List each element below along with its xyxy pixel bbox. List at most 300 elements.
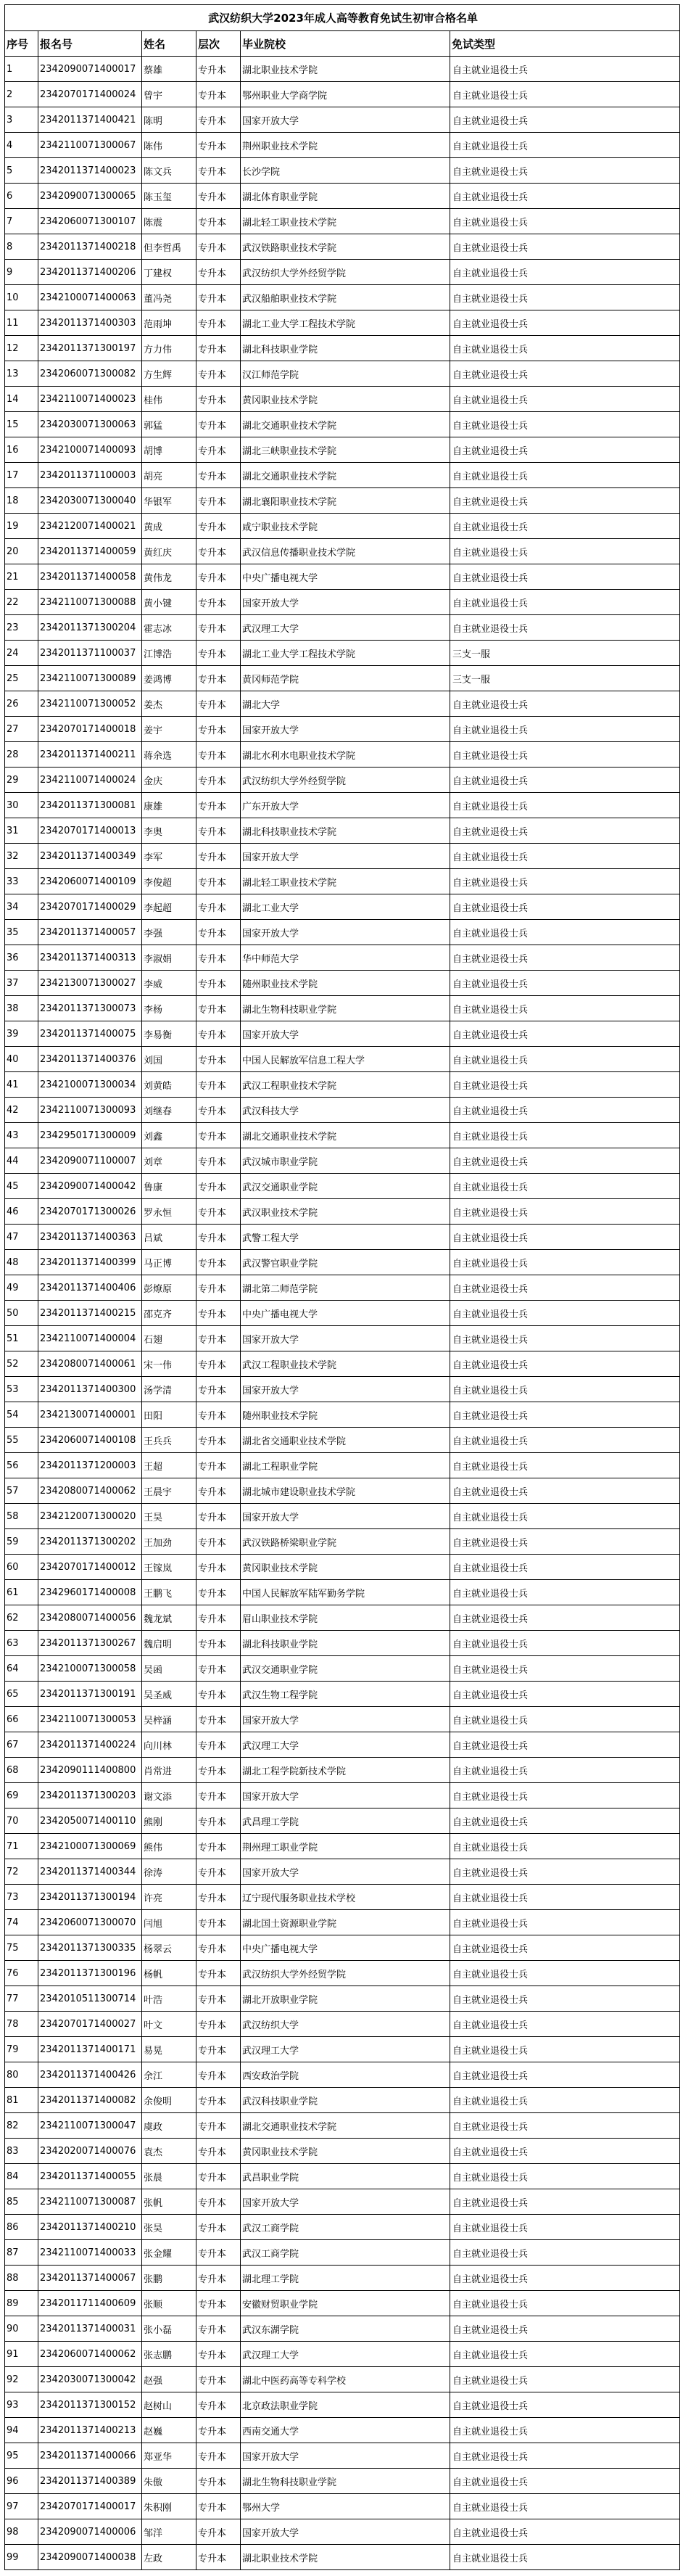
level-cell: 专升本 [196,1504,241,1529]
level-cell: 专升本 [196,1453,241,1478]
name-cell: 黄伟龙 [142,564,196,590]
school-cell: 西南交通大学 [241,2418,450,2443]
school-cell: 安徽财贸职业学院 [241,2291,450,2316]
type-cell: 自主就业退役士兵 [450,310,680,336]
school-cell: 国家开放大学 [241,1377,450,1402]
name-cell: 左政 [142,2545,196,2570]
school-cell: 黄冈职业技术学院 [241,387,450,412]
name-cell: 董冯尧 [142,285,196,310]
type-cell: 自主就业退役士兵 [450,2342,680,2367]
table-row [5,2519,680,2545]
index-cell: 5 [5,158,38,184]
index-cell: 93 [5,2392,38,2418]
table-row [5,310,680,336]
level-cell: 专升本 [196,971,241,996]
index-cell: 57 [5,1478,38,1504]
type-cell: 自主就业退役士兵 [450,361,680,387]
name-cell: 吴梓涵 [142,1707,196,1732]
name-cell: 杨翠云 [142,1935,196,1961]
registration-number-cell: 2342950171300009 [38,1123,142,1148]
school-cell: 武汉理工大学 [241,2037,450,2062]
school-cell: 武汉理工大学 [241,615,450,641]
index-cell: 29 [5,768,38,793]
school-cell: 国家开放大学 [241,1859,450,1885]
type-cell: 自主就业退役士兵 [450,514,680,539]
level-cell: 专升本 [196,1834,241,1859]
table-row [5,2494,680,2519]
table-row [5,2139,680,2164]
registration-number-cell: 2342020071400076 [38,2139,142,2164]
school-cell: 随州职业技术学院 [241,1402,450,1428]
type-cell: 自主就业退役士兵 [450,57,680,82]
level-cell: 专升本 [196,539,241,564]
table-row [5,2392,680,2418]
type-cell: 自主就业退役士兵 [450,1326,680,1351]
name-cell: 黄成 [142,514,196,539]
school-cell: 咸宁职业技术学院 [241,514,450,539]
registration-number-cell: 2342011371400066 [38,2443,142,2469]
level-cell: 专升本 [196,1351,241,1377]
table-row [5,869,680,894]
school-cell: 国家开放大学 [241,107,450,133]
type-cell: 自主就业退役士兵 [450,1250,680,1275]
school-cell: 湖北生物科技职业学院 [241,2469,450,2494]
name-cell: 李杨 [142,996,196,1021]
level-cell: 专升本 [196,1021,241,1047]
name-cell: 许亮 [142,1885,196,1910]
table-row [5,1504,680,1529]
type-cell: 自主就业退役士兵 [450,844,680,869]
table-row [5,1605,680,1631]
name-cell: 吴函 [142,1656,196,1682]
name-cell: 张金耀 [142,2240,196,2266]
registration-number-cell: 2342011371400363 [38,1225,142,1250]
school-cell: 国家开放大学 [241,590,450,615]
type-cell: 自主就业退役士兵 [450,2062,680,2088]
registration-number-cell: 2342011371100037 [38,641,142,666]
name-cell: 李易衡 [142,1021,196,1047]
table-row [5,2367,680,2392]
column-header-row [5,31,680,57]
registration-number-cell: 2342011371300196 [38,1961,142,1986]
name-cell: 江博浩 [142,641,196,666]
name-cell: 王鹏飞 [142,1580,196,1605]
registration-number-cell: 2342070171400029 [38,894,142,920]
index-cell: 71 [5,1834,38,1859]
type-cell: 自主就业退役士兵 [450,2037,680,2062]
school-cell: 武汉科技大学 [241,1098,450,1123]
level-cell: 专升本 [196,1225,241,1250]
table-row [5,793,680,818]
registration-number-cell: 2342011371300194 [38,1885,142,1910]
school-cell: 湖北工业大学 [241,894,450,920]
registration-number-cell: 2342011371300335 [38,1935,142,1961]
registration-number-cell: 2342011371400300 [38,1377,142,1402]
level-cell: 专升本 [196,2519,241,2545]
registration-number-cell: 2342030071300040 [38,488,142,514]
school-cell: 随州职业技术学院 [241,971,450,996]
type-cell: 自主就业退役士兵 [450,2291,680,2316]
name-cell: 吕斌 [142,1225,196,1250]
school-cell: 武汉生物工程学院 [241,1682,450,1707]
index-cell: 34 [5,894,38,920]
level-cell: 专升本 [196,2012,241,2037]
table-row [5,590,680,615]
level-cell: 专升本 [196,488,241,514]
index-cell: 50 [5,1301,38,1326]
level-cell: 专升本 [196,310,241,336]
school-cell: 湖北体育职业学院 [241,184,450,209]
registration-number-cell: 2342080071400062 [38,1478,142,1504]
type-cell: 自主就业退役士兵 [450,1859,680,1885]
level-cell: 专升本 [196,1250,241,1275]
registration-number-cell: 2342070171400012 [38,1555,142,1580]
level-cell: 专升本 [196,1174,241,1199]
registration-number-cell: 2342011371400210 [38,2215,142,2240]
name-cell: 王晨宇 [142,1478,196,1504]
name-cell: 叶文 [142,2012,196,2037]
school-cell: 湖北国土资源职业学院 [241,1910,450,1935]
name-cell: 李威 [142,971,196,996]
table-row [5,1148,680,1174]
column-header-graduated-school: 毕业院校 [241,31,450,57]
column-header-name: 姓名 [142,31,196,57]
registration-number-cell: 2342110071400024 [38,768,142,793]
type-cell: 自主就业退役士兵 [450,437,680,463]
table-row [5,1682,680,1707]
index-cell: 94 [5,2418,38,2443]
school-cell: 武汉职业技术学院 [241,1199,450,1225]
index-cell: 89 [5,2291,38,2316]
index-cell: 11 [5,310,38,336]
table-row [5,2113,680,2139]
index-cell: 82 [5,2113,38,2139]
level-cell: 专升本 [196,2291,241,2316]
name-cell: 熊伟 [142,1834,196,1859]
table-row [5,1783,680,1808]
type-cell: 自主就业退役士兵 [450,894,680,920]
registration-number-cell: 2342120071300020 [38,1504,142,1529]
name-cell: 杨帆 [142,1961,196,1986]
level-cell: 专升本 [196,2139,241,2164]
index-cell: 75 [5,1935,38,1961]
type-cell: 自主就业退役士兵 [450,1199,680,1225]
table-row [5,412,680,437]
index-cell: 62 [5,1605,38,1631]
registration-number-cell: 2342070171400018 [38,717,142,742]
type-cell: 自主就业退役士兵 [450,1580,680,1605]
school-cell: 湖北交通职业技术学院 [241,412,450,437]
type-cell: 自主就业退役士兵 [450,1910,680,1935]
table-row [5,1885,680,1910]
type-cell: 自主就业退役士兵 [450,412,680,437]
level-cell: 专升本 [196,2469,241,2494]
type-cell: 自主就业退役士兵 [450,1428,680,1453]
type-cell: 自主就业退役士兵 [450,564,680,590]
table-row [5,158,680,184]
type-cell: 自主就业退役士兵 [450,1275,680,1301]
name-cell: 赵巍 [142,2418,196,2443]
name-cell: 向川林 [142,1732,196,1758]
registration-number-cell: 2342011371300204 [38,615,142,641]
index-cell: 90 [5,2316,38,2342]
index-cell: 81 [5,2088,38,2113]
table-row [5,1910,680,1935]
level-cell: 专升本 [196,2316,241,2342]
name-cell: 张昊 [142,2215,196,2240]
level-cell: 专升本 [196,1275,241,1301]
school-cell: 中央广播电视大学 [241,1935,450,1961]
type-cell: 自主就业退役士兵 [450,1631,680,1656]
index-cell: 15 [5,412,38,437]
type-cell: 自主就业退役士兵 [450,1453,680,1478]
name-cell: 刘继春 [142,1098,196,1123]
index-cell: 83 [5,2139,38,2164]
index-cell: 25 [5,666,38,691]
registration-number-cell: 2342100071300034 [38,1072,142,1098]
school-cell: 武汉船舶职业技术学院 [241,285,450,310]
registration-number-cell: 2342011371400055 [38,2164,142,2189]
type-cell: 自主就业退役士兵 [450,463,680,488]
name-cell: 袁杰 [142,2139,196,2164]
level-cell: 专升本 [196,1910,241,1935]
registration-number-cell: 2342011371300203 [38,1783,142,1808]
registration-number-cell: 2342130071300027 [38,971,142,996]
index-cell: 92 [5,2367,38,2392]
name-cell: 李起超 [142,894,196,920]
level-cell: 专升本 [196,615,241,641]
index-cell: 56 [5,1453,38,1478]
level-cell: 专升本 [196,1199,241,1225]
index-cell: 1 [5,57,38,82]
name-cell: 陈伟 [142,133,196,158]
table-row [5,1250,680,1275]
level-cell: 专升本 [196,1301,241,1326]
index-cell: 30 [5,793,38,818]
type-cell: 自主就业退役士兵 [450,1402,680,1428]
registration-number-cell: 2342011371400059 [38,539,142,564]
column-header-level: 层次 [196,31,241,57]
index-cell: 66 [5,1707,38,1732]
type-cell: 自主就业退役士兵 [450,260,680,285]
type-cell: 自主就业退役士兵 [450,1783,680,1808]
level-cell: 专升本 [196,691,241,717]
school-cell: 湖北职业技术学院 [241,57,450,82]
level-cell: 专升本 [196,1631,241,1656]
registration-number-cell: 2342011371400057 [38,920,142,945]
level-cell: 专升本 [196,133,241,158]
type-cell: 自主就业退役士兵 [450,184,680,209]
table-row [5,564,680,590]
registration-number-cell: 2342060071300107 [38,209,142,234]
name-cell: 邵克齐 [142,1301,196,1326]
index-cell: 59 [5,1529,38,1555]
school-cell: 湖北交通职业技术学院 [241,463,450,488]
registration-number-cell: 2342011711400609 [38,2291,142,2316]
index-cell: 74 [5,1910,38,1935]
type-cell: 自主就业退役士兵 [450,818,680,844]
school-cell: 武汉纺织大学外经贸学院 [241,1961,450,1986]
index-cell: 73 [5,1885,38,1910]
school-cell: 湖北城市建设职业技术学院 [241,1478,450,1504]
school-cell: 辽宁现代服务职业技术学校 [241,1885,450,1910]
level-cell: 专升本 [196,361,241,387]
table-row [5,1402,680,1428]
level-cell: 专升本 [196,57,241,82]
name-cell: 魏龙斌 [142,1605,196,1631]
index-cell: 79 [5,2037,38,2062]
table-row [5,1225,680,1250]
index-cell: 64 [5,1656,38,1682]
school-cell: 武汉工商学院 [241,2240,450,2266]
name-cell: 彭燎原 [142,1275,196,1301]
table-row [5,463,680,488]
type-cell: 自主就业退役士兵 [450,1682,680,1707]
level-cell: 专升本 [196,742,241,768]
level-cell: 专升本 [196,1732,241,1758]
table-row [5,1555,680,1580]
column-header-exemption-type: 免试类型 [450,31,680,57]
registration-number-cell: 2342110071400033 [38,2240,142,2266]
registration-number-cell: 2342090071400006 [38,2519,142,2545]
name-cell: 金庆 [142,768,196,793]
type-cell: 自主就业退役士兵 [450,2443,680,2469]
table-row [5,1301,680,1326]
type-cell: 自主就业退役士兵 [450,742,680,768]
level-cell: 专升本 [196,209,241,234]
name-cell: 李俊超 [142,869,196,894]
type-cell: 自主就业退役士兵 [450,2113,680,2139]
level-cell: 专升本 [196,2189,241,2215]
level-cell: 专升本 [196,2494,241,2519]
name-cell: 肖常进 [142,1758,196,1783]
table-row [5,1174,680,1199]
index-cell: 95 [5,2443,38,2469]
index-cell: 47 [5,1225,38,1250]
school-cell: 湖北生物科技职业学院 [241,996,450,1021]
registration-number-cell: 2342011371300191 [38,1682,142,1707]
index-cell: 69 [5,1783,38,1808]
index-cell: 51 [5,1326,38,1351]
level-cell: 专升本 [196,2037,241,2062]
type-cell: 自主就业退役士兵 [450,1986,680,2012]
school-cell: 国家开放大学 [241,844,450,869]
registration-number-cell: 2342011371400224 [38,1732,142,1758]
registration-number-cell: 2342011371200003 [38,1453,142,1478]
level-cell: 专升本 [196,1478,241,1504]
type-cell: 自主就业退役士兵 [450,1732,680,1758]
table-row [5,82,680,107]
school-cell: 武汉信息传播职业技术学院 [241,539,450,564]
level-cell: 专升本 [196,107,241,133]
type-cell: 自主就业退役士兵 [450,2088,680,2113]
table-row [5,1758,680,1783]
school-cell: 武昌职业学院 [241,2164,450,2189]
level-cell: 专升本 [196,768,241,793]
table-row [5,1047,680,1072]
registration-number-cell: 2342060071300070 [38,1910,142,1935]
name-cell: 张鹏 [142,2266,196,2291]
name-cell: 陈震 [142,209,196,234]
level-cell: 专升本 [196,2062,241,2088]
index-cell: 13 [5,361,38,387]
name-cell: 郑亚华 [142,2443,196,2469]
type-cell: 自主就业退役士兵 [450,2469,680,2494]
school-cell: 武警工程大学 [241,1225,450,1250]
type-cell: 自主就业退役士兵 [450,82,680,107]
level-cell: 专升本 [196,158,241,184]
table-row [5,57,680,82]
level-cell: 专升本 [196,818,241,844]
table-row [5,285,680,310]
type-cell: 自主就业退役士兵 [450,1377,680,1402]
column-header-registration-number: 报名号 [38,31,142,57]
table-row [5,1377,680,1402]
registration-number-cell: 2342011371300197 [38,336,142,361]
registration-number-cell: 2342011371400031 [38,2316,142,2342]
registration-number-cell: 2342010511300714 [38,1986,142,2012]
level-cell: 专升本 [196,1377,241,1402]
registration-number-cell: 2342110071300053 [38,1707,142,1732]
index-cell: 80 [5,2062,38,2088]
name-cell: 张晨 [142,2164,196,2189]
registration-number-cell: 2342011371400218 [38,234,142,260]
registration-number-cell: 2342070171400017 [38,2494,142,2519]
index-cell: 76 [5,1961,38,1986]
index-cell: 23 [5,615,38,641]
table-row [5,1935,680,1961]
index-cell: 87 [5,2240,38,2266]
level-cell: 专升本 [196,1885,241,1910]
type-cell: 自主就业退役士兵 [450,1098,680,1123]
name-cell: 刘鑫 [142,1123,196,1148]
school-cell: 国家开放大学 [241,2519,450,2545]
index-cell: 31 [5,818,38,844]
level-cell: 专升本 [196,412,241,437]
level-cell: 专升本 [196,920,241,945]
registration-number-cell: 2342011371400421 [38,107,142,133]
level-cell: 专升本 [196,2164,241,2189]
index-cell: 85 [5,2189,38,2215]
registration-number-cell: 2342090071100007 [38,1148,142,1174]
level-cell: 专升本 [196,1935,241,1961]
table-row [5,1275,680,1301]
name-cell: 丁建权 [142,260,196,285]
name-cell: 胡博 [142,437,196,463]
school-cell: 中央广播电视大学 [241,1301,450,1326]
index-cell: 26 [5,691,38,717]
registration-number-cell: 2342110071300052 [38,691,142,717]
registration-number-cell: 2342960171400008 [38,1580,142,1605]
registration-number-cell: 2342011371100003 [38,463,142,488]
level-cell: 专升本 [196,1961,241,1986]
school-cell: 中国人民解放军信息工程大学 [241,1047,450,1072]
name-cell: 鲁康 [142,1174,196,1199]
name-cell: 范雨坤 [142,310,196,336]
name-cell: 易晃 [142,2037,196,2062]
name-cell: 姜杰 [142,691,196,717]
index-cell: 35 [5,920,38,945]
name-cell: 方生辉 [142,361,196,387]
index-cell: 39 [5,1021,38,1047]
school-cell: 湖北第二师范学院 [241,1275,450,1301]
level-cell: 专升本 [196,1529,241,1555]
registration-number-cell: 2342011371400067 [38,2266,142,2291]
registration-number-cell: 2342060071300082 [38,361,142,387]
registration-number-cell: 2342110071300087 [38,2189,142,2215]
school-cell: 湖北工程学院新技术学院 [241,1758,450,1783]
level-cell: 专升本 [196,336,241,361]
